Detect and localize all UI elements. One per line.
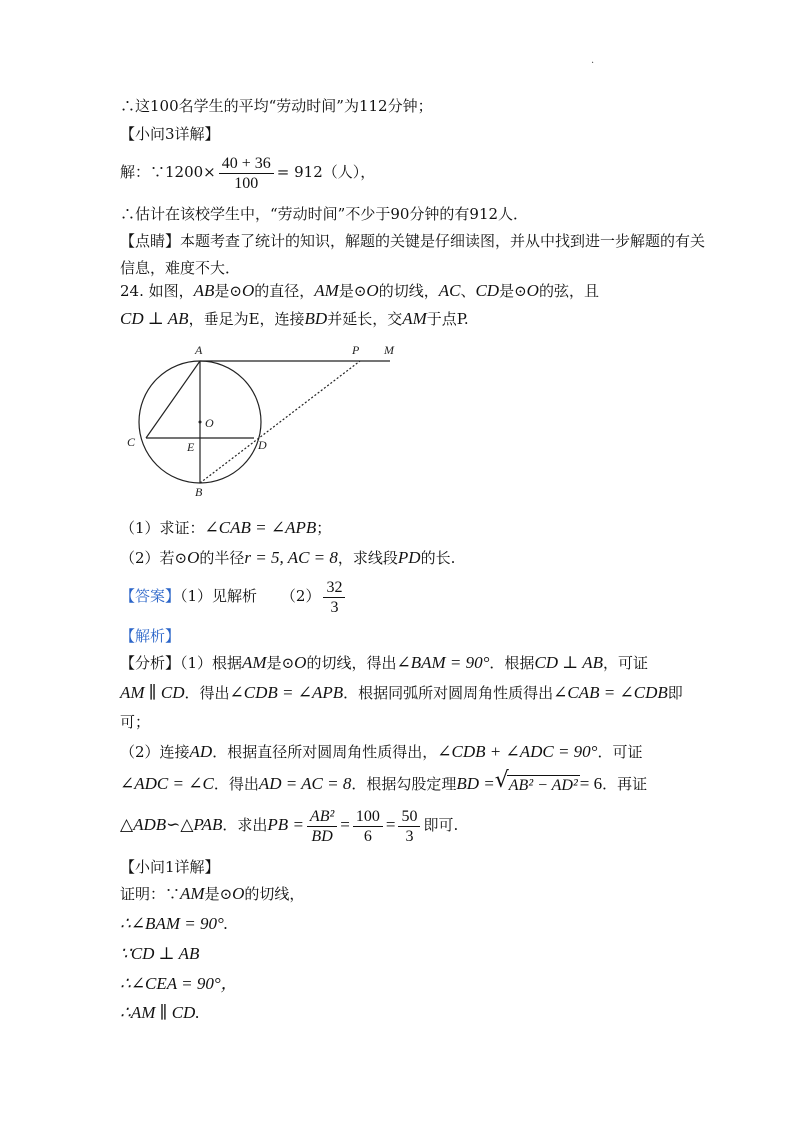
analysis-line-5 [120, 769, 647, 801]
analysis-line-3: 可； [120, 713, 151, 731]
a-text: 是⊙ [266, 654, 295, 672]
q-text: 的长. [420, 549, 456, 567]
symbol-O: O [294, 653, 307, 672]
proof-line-2: ∴∠BAM = 90°. [120, 914, 229, 933]
math-angle-eq: ∠CAB = ∠APB [204, 518, 317, 537]
subq1-heading: 【小问1详解】 [120, 858, 220, 876]
math-angle-eq: ∠ADC = ∠C [120, 774, 214, 793]
equals-sign: = [340, 815, 350, 834]
math-angle-eq: ∠CDB = ∠APB [229, 683, 344, 702]
center-dot [199, 421, 202, 424]
q-text: 的弦，且 [538, 282, 599, 300]
a-text: 【分析】（1）根据 [120, 654, 243, 672]
answer-2-label: （2） [280, 587, 321, 605]
a-text: ．根据勾股定理 [351, 775, 457, 793]
symbol-O: O [366, 281, 379, 300]
proof-line-4: ∴∠CEA = 90°， [120, 974, 238, 993]
q-text: 的直径， [254, 282, 315, 300]
math-bd: BD = [456, 774, 495, 793]
math-pb: PB = [267, 815, 304, 834]
formula-prefix: 解：∵1200× [120, 163, 216, 181]
label-A: A [195, 343, 203, 357]
numerator: 100 [353, 807, 383, 827]
equals-sign: = [385, 815, 396, 834]
symbol-O: O [526, 281, 539, 300]
math-similar: △ADB∽△PAB [120, 815, 223, 834]
sub-question-2 [120, 546, 455, 570]
math-given: r = 5, AC = 8 [244, 548, 338, 567]
math-angle: ∠BAM = 90° [396, 653, 490, 672]
subq3-heading: 【小问3详解】 [120, 125, 220, 143]
a-text: （2）连接 [120, 743, 190, 761]
denominator: 3 [405, 827, 414, 845]
answer-line [120, 575, 348, 617]
symbol-PD: PD [397, 548, 421, 567]
fraction [219, 154, 274, 193]
page-mark: · [591, 58, 595, 69]
q-text: 是⊙ [338, 282, 367, 300]
denominator: BD [311, 827, 333, 845]
q-text: 是⊙ [214, 282, 242, 300]
answer-tag: 【答案】 [120, 587, 181, 605]
denominator: 3 [330, 598, 339, 616]
q-text: 是⊙ [499, 282, 527, 300]
symbol-AC: AC [438, 281, 461, 300]
q-text: ； [316, 519, 332, 537]
numerator: 40 + 36 [219, 154, 274, 174]
symbol-AM: AM [402, 309, 427, 328]
proof-line-5: ∴AM ∥ CD. [120, 1003, 200, 1022]
denominator: 6 [363, 827, 372, 845]
symbol-AM: AM [242, 653, 267, 672]
q-text: ，垂足为E，连接 [188, 310, 305, 328]
line-BP [200, 361, 360, 483]
p-text: 是⊙ [204, 885, 233, 903]
comment-line-2: 信息，难度不大． [120, 259, 241, 277]
text-line-estimate: ∴估计在该校学生中，“劳动时间”不少于90分钟的有912人． [120, 205, 529, 223]
p-text: 的切线， [244, 885, 305, 903]
q-text: 于点P. [426, 310, 469, 328]
proof-line-3: ∵CD ⊥ AB [120, 944, 200, 963]
fraction-50-3 [398, 807, 420, 846]
a-text: ．求出 [222, 816, 268, 834]
sub-question-1 [120, 516, 331, 540]
denominator: 100 [234, 174, 259, 192]
a-text: ．根据同弧所对圆周角性质得出 [343, 684, 554, 702]
a-text: ．可证 [597, 743, 643, 761]
a-text: ．再证 [602, 775, 648, 793]
a-text: ．得出 [184, 684, 230, 702]
label-E: E [187, 440, 195, 454]
question-24-line-2 [120, 307, 469, 331]
text-line-1: ∴这100名学生的平均“劳动时间”为112分钟； [120, 97, 433, 115]
label-D: D [258, 438, 267, 452]
symbol-AM: AM [180, 884, 205, 903]
answer-1: （1）见解析 [180, 587, 258, 605]
a-text: ．根据 [489, 654, 535, 672]
proof-line-1 [120, 882, 304, 906]
symbol-AB: AB [193, 281, 215, 300]
analysis-line-2 [120, 681, 683, 705]
q-text: 的切线， [378, 282, 439, 300]
a-text: 即 [667, 684, 683, 702]
geometry-figure [115, 338, 405, 508]
symbol-CD: CD [475, 281, 500, 300]
square-root: √ AB² − AD² [494, 767, 578, 794]
math-angle-sum: ∠CDB + ∠ADC = 90° [437, 742, 598, 761]
symbol-AD: AD [189, 742, 213, 761]
numerator: AB² [307, 807, 337, 827]
q-text: 并延长，交 [327, 310, 403, 328]
math-perpendicular: CD ⊥ AB [120, 309, 189, 328]
math-perpendicular: CD ⊥ AB [534, 653, 604, 672]
question-24-line-1 [120, 279, 599, 303]
math-length-eq: AD = AC = 8 [258, 774, 352, 793]
q-text: 、 [460, 282, 476, 300]
fraction-100-6 [353, 807, 383, 846]
label-M: M [384, 343, 394, 357]
answer-fraction [323, 578, 345, 617]
symbol-O: O [187, 548, 200, 567]
analysis-tag: 【解析】 [120, 627, 181, 645]
symbol-O: O [232, 884, 245, 903]
formula-suffix: = 912（人）， [276, 163, 376, 181]
label-O: O [205, 416, 214, 430]
analysis-line-6 [120, 804, 458, 846]
q-text: （2）若⊙ [120, 549, 188, 567]
math-result: = 6 [579, 774, 603, 793]
a-text: ．得出 [213, 775, 259, 793]
p-text: 证明：∵ [120, 885, 181, 903]
math-angle-eq: ∠CAB = ∠CDB [553, 683, 668, 702]
label-P: P [352, 343, 360, 357]
numerator: 32 [323, 578, 345, 598]
radicand: AB² − AD² [508, 776, 578, 794]
symbol-AM: AM [314, 281, 339, 300]
fraction-ab2-bd [307, 807, 337, 846]
formula-line-1200 [120, 152, 375, 193]
math-parallel: AM ∥ CD [120, 683, 185, 702]
symbol-BD: BD [304, 309, 328, 328]
q-text: （1）求证： [120, 519, 205, 537]
chord-AC [146, 361, 200, 438]
label-B: B [195, 485, 203, 499]
a-text: ，可证 [603, 654, 649, 672]
symbol-O: O [241, 281, 255, 300]
label-C: C [127, 435, 136, 449]
q-text: 24. 如图， [120, 282, 194, 300]
numerator: 50 [398, 807, 420, 827]
a-text: 即可. [423, 816, 459, 834]
a-text: 的切线，得出 [306, 654, 397, 672]
q-text: ，求线段 [337, 549, 398, 567]
analysis-line-1 [120, 651, 648, 675]
comment-line-1: 【点睛】本题考查了统计的知识，解题的关键是仔细读图，并从中找到进一步解题的有关 [120, 232, 706, 250]
analysis-line-4 [120, 740, 642, 764]
a-text: ．根据直径所对圆周角性质得出， [212, 743, 438, 761]
q-text: 的半径 [199, 549, 245, 567]
